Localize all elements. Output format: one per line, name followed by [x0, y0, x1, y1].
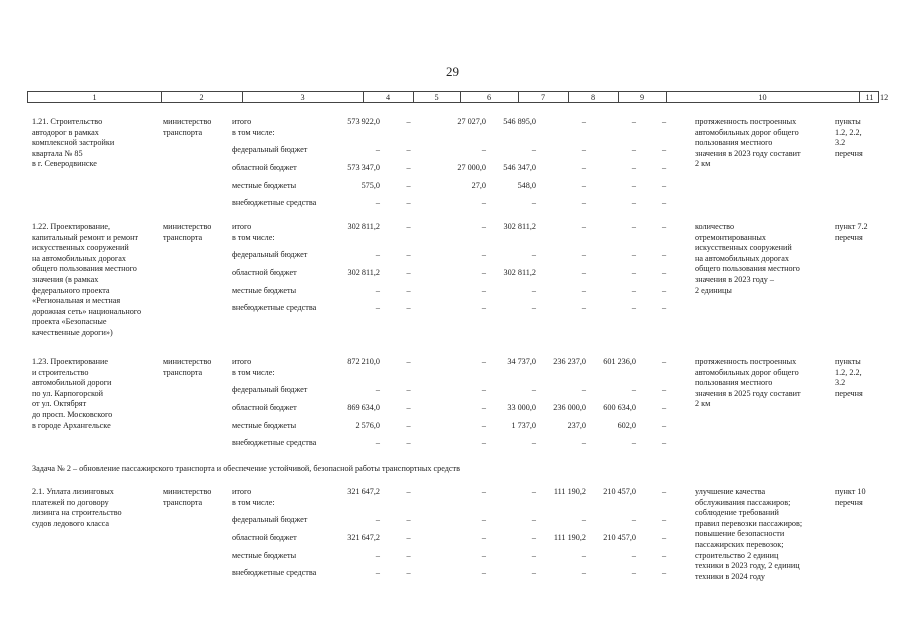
amount-c6: –	[481, 303, 486, 312]
funding-source: местные бюджеты	[232, 286, 297, 295]
amount-c10: –	[661, 421, 667, 430]
amount-c4: 302 811,2	[347, 222, 380, 231]
amount-c10: –	[661, 533, 667, 542]
amount-c7: –	[531, 145, 536, 154]
amount-c8: –	[581, 145, 586, 154]
reference-line: пункт 10	[835, 487, 866, 496]
header-col-12: 12	[880, 93, 889, 102]
expected-result-line: искусственных сооружений	[695, 243, 792, 253]
amount-c9: 601 236,0	[603, 357, 636, 366]
amount-c7: –	[531, 385, 536, 394]
amount-c6: –	[481, 250, 486, 259]
amount-c5: –	[406, 303, 411, 312]
measure-name-line: 2.1. Уплата лизинговых	[32, 487, 114, 496]
measure-name-line: 1.21. Строительство	[32, 117, 103, 126]
expected-result-line: количество	[695, 222, 735, 231]
amount-c10: –	[661, 286, 667, 295]
amount-c5: –	[406, 421, 411, 430]
amount-c4: –	[375, 551, 380, 560]
expected-result-line: значения в 2023 году –	[695, 275, 774, 284]
amount-c5: –	[406, 568, 411, 577]
measure-name-line: автодорог в рамках	[32, 127, 99, 137]
amount-c7: 302 811,2	[503, 268, 536, 277]
amount-c4: 302 811,2	[347, 268, 380, 277]
amount-c7: –	[531, 250, 536, 259]
amount-c6: –	[481, 198, 486, 207]
amount-c5: –	[406, 515, 411, 524]
amount-c6: –	[481, 222, 486, 231]
amount-c5: –	[406, 198, 411, 207]
header-col-8: 8	[590, 93, 596, 102]
amount-c7: –	[531, 568, 536, 577]
measure-name-line: автомобильной дороги	[32, 378, 112, 388]
measure-name-line: судов ледового класса	[32, 518, 110, 528]
amount-c5: –	[406, 385, 411, 394]
amount-c6: 27 027,0	[457, 117, 486, 126]
amount-c5: –	[406, 533, 411, 542]
expected-result-line: протяженность построенных	[695, 117, 797, 126]
amount-c4: –	[375, 286, 380, 295]
amount-c10: –	[661, 551, 667, 560]
funding-source: внебюджетные средства	[232, 198, 317, 207]
amount-c9: 210 457,0	[603, 533, 636, 542]
amount-c4: –	[375, 303, 380, 312]
amount-c5: –	[406, 403, 411, 412]
amount-c4: 321 647,2	[347, 533, 380, 542]
funding-source: областной бюджет	[232, 403, 297, 412]
amount-c5: –	[406, 357, 411, 366]
expected-result-line: пользования местного	[695, 378, 773, 388]
amount-c7: –	[531, 533, 536, 542]
amount-c8: –	[581, 515, 586, 524]
amount-c6: –	[481, 286, 486, 295]
amount-c6: –	[481, 421, 486, 430]
amount-c8: –	[581, 438, 586, 447]
amount-c7: 548,0	[517, 181, 536, 190]
header-col-7: 7	[540, 93, 546, 102]
amount-c5: –	[406, 268, 411, 277]
header-col-5: 5	[434, 93, 439, 102]
amount-c9: –	[631, 515, 636, 524]
amount-c5: –	[406, 551, 411, 560]
executor-line: транспорта	[163, 127, 203, 137]
measure-name-line: комплексной застройки	[32, 138, 115, 148]
measure-name-line: в г. Северодвинске	[32, 159, 97, 169]
funding-source: итого	[232, 357, 252, 366]
amount-c10: –	[661, 487, 667, 496]
reference-line: перечня	[835, 388, 863, 398]
amount-c9: –	[631, 181, 636, 190]
funding-source: местные бюджеты	[232, 181, 297, 190]
amount-c7: 302 811,2	[503, 222, 536, 231]
expected-result-line: 2 единицы	[695, 285, 732, 295]
expected-result-line: автомобильных дорог общего	[695, 127, 799, 137]
amount-c6: –	[481, 145, 486, 154]
measure-name-line: лизинга на строительство	[32, 508, 122, 518]
amount-c8: 111 190,2	[553, 487, 586, 496]
amount-c10: –	[661, 403, 667, 412]
amount-c6: –	[481, 403, 486, 412]
reference-line: пункты	[835, 357, 861, 366]
expected-result-line: техники в 2023 году, 2 единиц	[695, 561, 800, 571]
amount-c4: 872 210,0	[347, 357, 380, 366]
reference-line: пункты	[835, 117, 861, 126]
amount-c10: –	[661, 163, 667, 172]
funding-source: местные бюджеты	[232, 421, 297, 430]
executor-line: транспорта	[163, 367, 203, 377]
amount-c8: –	[581, 303, 586, 312]
amount-c4: –	[375, 515, 380, 524]
funding-source: федеральный бюджет	[232, 385, 308, 394]
amount-c8: –	[581, 250, 586, 259]
measure-name-line: «Региональная и местная	[32, 296, 121, 306]
expected-result-line: значения в 2023 году составит	[695, 148, 801, 158]
amount-c9: 602,0	[617, 421, 636, 430]
amount-c4: 869 634,0	[347, 403, 380, 412]
amount-c10: –	[661, 515, 667, 524]
amount-c10: –	[661, 268, 667, 277]
amount-c6: –	[481, 357, 486, 366]
funding-source: федеральный бюджет	[232, 145, 308, 154]
amount-c9: –	[631, 268, 636, 277]
amount-c9: –	[631, 303, 636, 312]
amount-c5: –	[406, 438, 411, 447]
amount-c6: –	[481, 438, 486, 447]
amount-c7: 546 895,0	[503, 117, 536, 126]
funding-source: итого	[232, 117, 252, 126]
amount-c8: –	[581, 181, 586, 190]
measure-name-line: капитальный ремонт и ремонт	[32, 232, 139, 242]
amount-c5: –	[406, 222, 411, 231]
funding-source: федеральный бюджет	[232, 250, 308, 259]
amount-c9: –	[631, 145, 636, 154]
measure-name-line: искусственных сооружений	[32, 243, 129, 253]
expected-result-line: общего пользования местного	[695, 264, 800, 274]
measure-name-line: и строительство	[32, 367, 89, 377]
amount-c6: –	[481, 385, 486, 394]
amount-c5: –	[406, 163, 411, 172]
amount-c10: –	[661, 222, 667, 231]
amount-c10: –	[661, 117, 667, 126]
page-number: 29	[446, 64, 459, 79]
amount-c6: –	[481, 551, 486, 560]
expected-result-line: правил перевозки пассажиров;	[695, 518, 803, 528]
expected-result-line: обслуживания пассажиров;	[695, 497, 791, 507]
amount-c5: –	[406, 286, 411, 295]
amount-c5: –	[406, 181, 411, 190]
amount-c8: –	[581, 198, 586, 207]
amount-c8: 236 000,0	[553, 403, 586, 412]
measure-name-line: до просп. Московского	[32, 410, 113, 419]
task-heading: Задача № 2 – обновление пассажирского транспорта и обеспечение устойчивой, безопасной работы транспортных средств	[32, 464, 460, 473]
amount-c6: –	[481, 268, 486, 277]
amount-c4: –	[375, 198, 380, 207]
amount-c5: –	[406, 487, 411, 496]
amount-c9: –	[631, 385, 636, 394]
expected-result-line: пользования местного	[695, 138, 773, 148]
amount-c4: –	[375, 385, 380, 394]
reference-line: 3.2	[835, 378, 846, 388]
header-col-10: 10	[758, 93, 767, 102]
amount-c9: –	[631, 163, 636, 172]
measure-name-line: на автомобильных дорогах	[32, 253, 126, 263]
amount-c8: 236 237,0	[553, 357, 586, 366]
reference-line: 3.2	[835, 138, 846, 148]
amount-c7: 34 737,0	[507, 357, 536, 366]
funding-source: внебюджетные средства	[232, 303, 317, 312]
amount-c8: –	[581, 551, 586, 560]
measure-name-line: дорожная сеть» национального	[32, 306, 142, 316]
funding-source: местные бюджеты	[232, 551, 297, 560]
amount-c8: –	[581, 268, 586, 277]
expected-result-line: техники в 2024 году	[695, 571, 765, 581]
measure-name-line: платежей по договору	[32, 497, 109, 507]
amount-c6: 27 000,0	[457, 163, 486, 172]
funding-source: итого	[232, 487, 252, 496]
amount-c9: –	[631, 568, 636, 577]
reference-line: пункт 7.2	[835, 222, 868, 231]
amount-c9: –	[631, 198, 636, 207]
funding-source: областной бюджет	[232, 163, 297, 172]
amount-c10: –	[661, 181, 667, 190]
executor-line: транспорта	[163, 497, 203, 507]
funding-source: в том числе:	[232, 368, 275, 377]
expected-result-line: автомобильных дорог общего	[695, 367, 799, 377]
amount-c10: –	[661, 357, 667, 366]
amount-c6: –	[481, 515, 486, 524]
expected-result-line: строительство 2 единиц	[695, 550, 779, 560]
reference-line: перечня	[835, 148, 863, 158]
expected-result-line: отремонтированных	[695, 232, 766, 242]
header-col-1: 1	[92, 93, 97, 102]
amount-c7: –	[531, 515, 536, 524]
amount-c7: –	[531, 551, 536, 560]
funding-source: внебюджетные средства	[232, 568, 317, 577]
expected-result-line: 2 км	[695, 159, 711, 169]
amount-c8: –	[581, 222, 586, 231]
amount-c7: 1 737,0	[511, 421, 536, 430]
amount-c7: –	[531, 198, 536, 207]
executor-line: министерство	[163, 117, 212, 126]
funding-source: внебюджетные средства	[232, 438, 317, 447]
amount-c10: –	[661, 198, 667, 207]
funding-source: итого	[232, 222, 252, 231]
amount-c4: –	[375, 438, 380, 447]
header-col-11: 11	[865, 93, 874, 102]
reference-line: 1.2, 2.2,	[835, 127, 862, 137]
header-col-2: 2	[199, 93, 204, 102]
reference-line: перечня	[835, 497, 863, 507]
executor-line: министерство	[163, 222, 212, 231]
expected-result-line: 2 км	[695, 399, 711, 409]
measure-name-line: по ул. Карпогорской	[32, 388, 104, 398]
amount-c8: –	[581, 286, 586, 295]
measure-name-line: квартала № 85	[32, 148, 83, 158]
executor-line: министерство	[163, 487, 212, 496]
amount-c10: –	[661, 250, 667, 259]
funding-source: в том числе:	[232, 498, 275, 507]
header-col-4: 4	[385, 93, 391, 102]
amount-c9: –	[631, 551, 636, 560]
amount-c9: 600 634,0	[603, 403, 636, 412]
amount-c7: –	[531, 438, 536, 447]
amount-c7: –	[531, 286, 536, 295]
expected-result-line: протяженность построенных	[695, 357, 797, 366]
funding-source: областной бюджет	[232, 533, 297, 542]
amount-c5: –	[406, 117, 411, 126]
amount-c8: –	[581, 163, 586, 172]
measure-name-line: федерального проекта	[32, 285, 110, 295]
amount-c4: 321 647,2	[347, 487, 380, 496]
expected-result-line: значения в 2025 году составит	[695, 388, 801, 398]
funding-source: в том числе:	[232, 233, 275, 242]
amount-c10: –	[661, 438, 667, 447]
header-col-3: 3	[300, 93, 305, 102]
expected-result-line: пассажирских перевозок;	[695, 540, 784, 549]
expected-result-line: улучшение качества	[695, 487, 766, 496]
amount-c9: –	[631, 438, 636, 447]
amount-c10: –	[661, 568, 667, 577]
measure-name-line: 1.22. Проектирование,	[32, 222, 111, 231]
amount-c7: –	[531, 303, 536, 312]
amount-c8: –	[581, 385, 586, 394]
amount-c9: –	[631, 222, 636, 231]
expected-result-line: повышение безопасности	[695, 529, 785, 539]
amount-c9: 210 457,0	[603, 487, 636, 496]
amount-c4: 573 922,0	[347, 117, 380, 126]
expected-result-line: соблюдение требований	[695, 508, 779, 518]
measure-name-line: в городе Архангельске	[32, 420, 111, 430]
measure-name-line: 1.23. Проектирование	[32, 357, 109, 366]
amount-c6: 27,0	[471, 181, 486, 190]
amount-c10: –	[661, 303, 667, 312]
funding-source: федеральный бюджет	[232, 515, 308, 524]
amount-c8: 111 190,2	[553, 533, 586, 542]
amount-c10: –	[661, 385, 667, 394]
header-col-6: 6	[486, 93, 492, 102]
amount-c8: 237,0	[567, 421, 586, 430]
amount-c7: 546 347,0	[503, 163, 536, 172]
amount-c4: –	[375, 568, 380, 577]
funding-source: областной бюджет	[232, 268, 297, 277]
amount-c6: –	[481, 487, 486, 496]
measure-name-line: проекта «Безопасные	[32, 317, 107, 327]
amount-c4: 573 347,0	[347, 163, 380, 172]
amount-c6: –	[481, 533, 486, 542]
amount-c5: –	[406, 250, 411, 259]
amount-c10: –	[661, 145, 667, 154]
amount-c4: –	[375, 145, 380, 154]
table-header	[27, 91, 889, 103]
funding-source: в том числе:	[232, 128, 275, 137]
amount-c9: –	[631, 117, 636, 126]
header-col-9: 9	[639, 93, 645, 102]
reference-line: перечня	[835, 232, 863, 242]
amount-c7: –	[531, 487, 536, 496]
executor-line: министерство	[163, 357, 212, 366]
executor-line: транспорта	[163, 232, 203, 242]
measure-name-line: значения (в рамках	[32, 275, 99, 284]
expected-result-line: на автомобильных дорогах	[695, 253, 789, 263]
amount-c8: –	[581, 117, 586, 126]
amount-c4: –	[375, 250, 380, 259]
amount-c9: –	[631, 250, 636, 259]
reference-line: 1.2, 2.2,	[835, 367, 862, 377]
amount-c4: 575,0	[361, 181, 380, 190]
measure-name-line: общего пользования местного	[32, 264, 137, 274]
measure-name-line: от ул. Октябрят	[32, 399, 87, 409]
amount-c4: 2 576,0	[355, 421, 380, 430]
amount-c5: –	[406, 145, 411, 154]
amount-c8: –	[581, 568, 586, 577]
amount-c9: –	[631, 286, 636, 295]
measure-name-line: качественные дороги»)	[32, 328, 113, 337]
amount-c6: –	[481, 568, 486, 577]
amount-c7: 33 000,0	[507, 403, 536, 412]
